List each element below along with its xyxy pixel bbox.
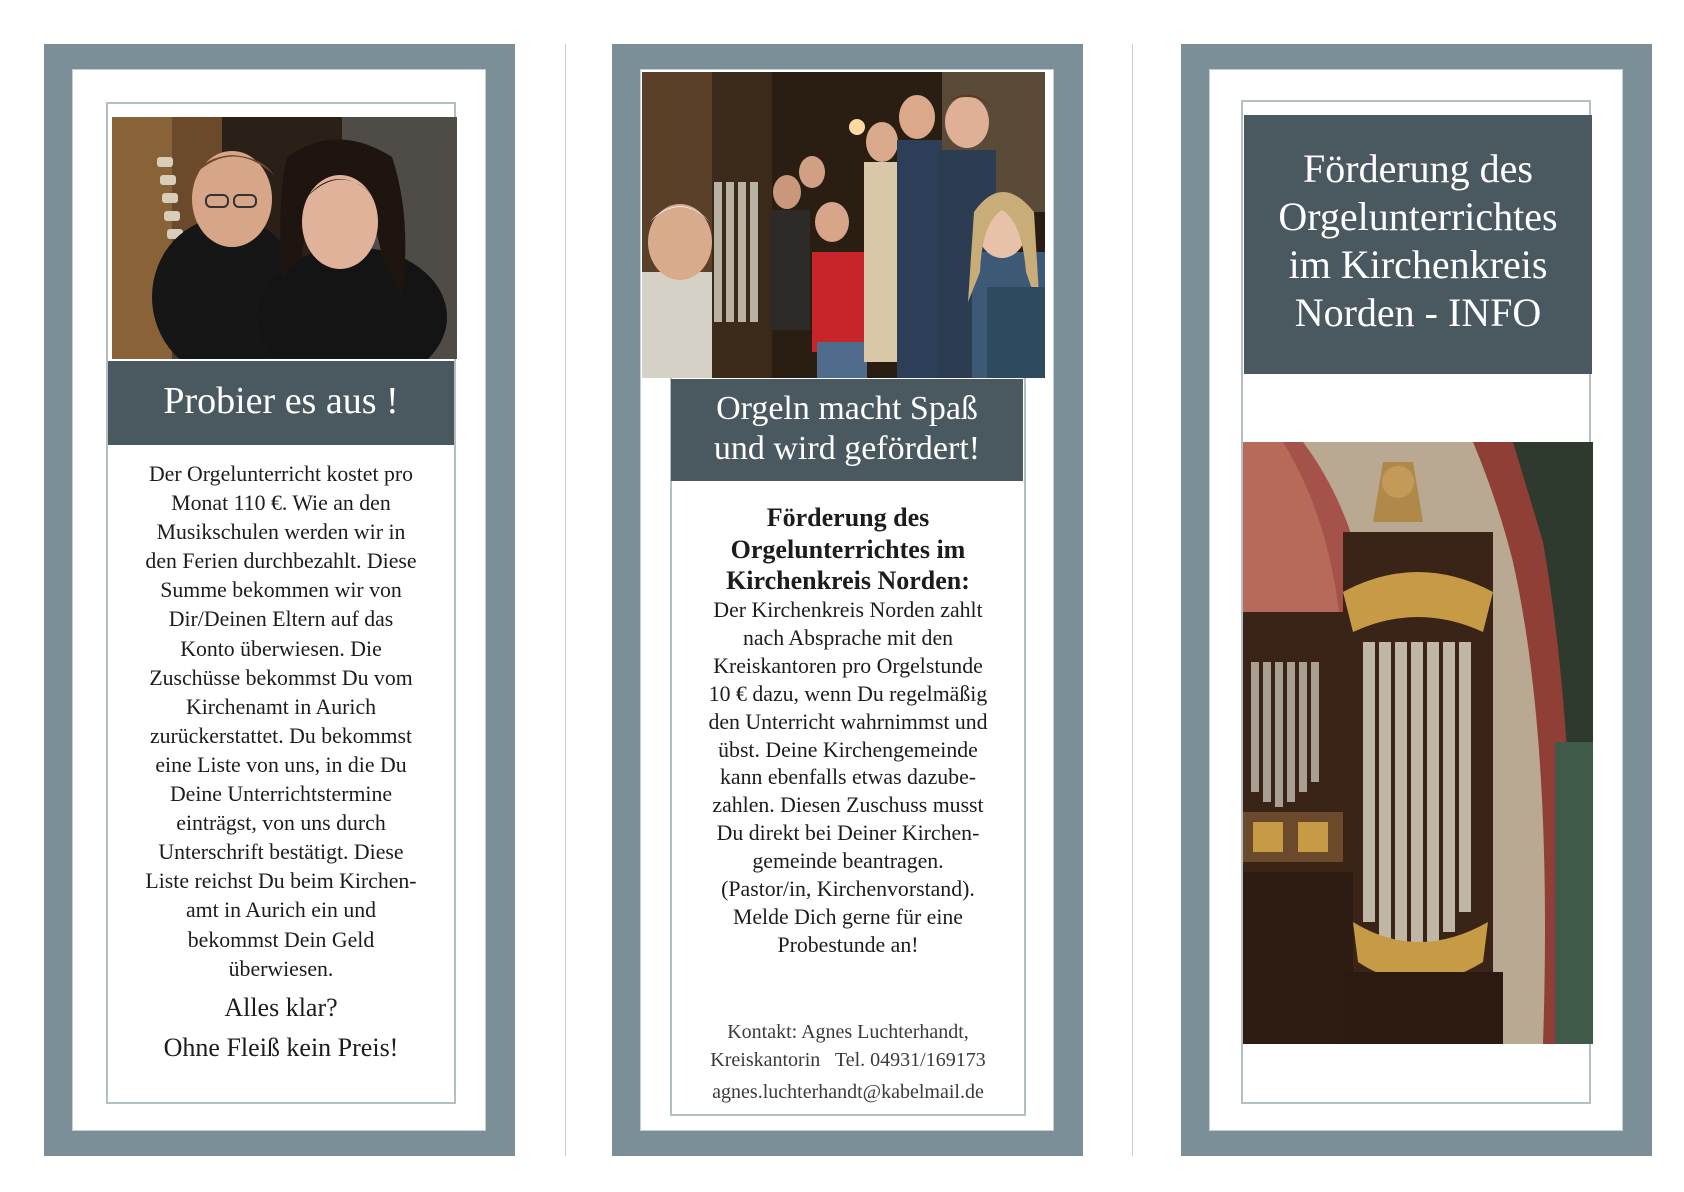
left-body-line: bekommst Dein Geld	[187, 927, 375, 952]
right-title-line: Förderung des	[1303, 146, 1533, 191]
contact-name: Kontakt: Agnes Luchterhandt,	[727, 1021, 969, 1043]
middle-body-line: übst. Deine Kirchengemeinde	[718, 737, 978, 762]
right-card	[1210, 70, 1622, 1130]
left-body-line: Zuschüsse bekommst Du vom	[149, 665, 413, 690]
middle-banner-line-2: und wird gefördert!	[713, 430, 981, 467]
middle-banner	[671, 379, 1023, 481]
left-body-line: Deine Unterrichtstermine	[169, 782, 393, 807]
left-closing-motto: Ohne Fleiß kein Preis!	[163, 1032, 399, 1062]
left-body-line: Unterschrift bestätigt. Diese	[158, 840, 404, 865]
left-card	[73, 70, 485, 1130]
left-body-line: Konto überwiesen. Die	[180, 636, 382, 661]
left-banner-title: Probier es aus !	[163, 380, 399, 422]
middle-body-line: Kreiskantoren pro Orgelstunde	[713, 653, 983, 678]
group-image	[642, 72, 1045, 378]
contact-email-link[interactable]: agnes.luchterhandt@kabelmail.de	[712, 1081, 984, 1103]
middle-body-line: kann ebenfalls etwas dazube-	[720, 765, 976, 790]
left-body-line: eine Liste von uns, in die Du	[155, 752, 407, 777]
church-organ-photo	[1243, 442, 1593, 1044]
left-inner-frame	[106, 102, 456, 1104]
left-body-line: einträgst, von uns durch	[176, 811, 386, 836]
middle-card	[641, 70, 1053, 1130]
left-body-line: Monat 110 €. Wie an den	[171, 491, 391, 516]
left-body-line: Summe bekommen wir von	[160, 578, 402, 603]
middle-panel	[612, 44, 1083, 1156]
middle-heading-line: Orgelunterrichtes im	[730, 534, 966, 564]
middle-body-line: (Pastor/in, Kirchenvorstand).	[721, 877, 975, 902]
left-body-line: Kirchenamt in Aurich	[185, 694, 377, 719]
middle-banner-line-1: Orgeln macht Spaß	[716, 390, 978, 427]
middle-body-line: Melde Dich gerne für eine	[733, 904, 963, 929]
church-organ-image	[1243, 442, 1593, 1044]
left-body-text	[106, 460, 456, 1068]
left-body-line: den Ferien durchbezahlt. Diese	[145, 549, 417, 574]
right-panel	[1181, 44, 1652, 1156]
middle-body-line: zahlen. Diesen Zuschuss musst	[712, 793, 984, 818]
organist-duo-image	[112, 117, 457, 359]
middle-contact	[672, 1018, 1024, 1106]
left-body-line: Dir/Deinen Eltern auf das	[168, 607, 394, 632]
middle-body-line: nach Absprache mit den	[742, 625, 954, 650]
middle-body-line: Du direkt bei Deiner Kirchen-	[716, 821, 980, 846]
middle-body-text	[672, 597, 1024, 960]
middle-inner-frame	[670, 378, 1026, 1116]
right-title-line: Norden - INFO	[1294, 290, 1542, 335]
fold-line-left	[565, 44, 566, 1156]
middle-body-line: den Unterricht wahrnimmst und	[708, 709, 988, 734]
right-title-line: im Kirchenkreis	[1288, 242, 1548, 287]
middle-body-line: gemeinde beantragen.	[752, 849, 944, 874]
middle-body-line: 10 € dazu, wenn Du regelmäßig	[708, 681, 988, 706]
right-inner-frame	[1241, 100, 1591, 1104]
left-body-line: Liste reichst Du beim Kirchen-	[145, 869, 417, 894]
right-title-banner	[1244, 115, 1592, 374]
middle-body-line: Probestunde an!	[777, 932, 919, 957]
left-body-line: überwiesen.	[228, 956, 334, 981]
left-body-line: Der Orgelunterricht kostet pro	[148, 462, 414, 486]
fold-line-right	[1132, 44, 1133, 1156]
left-body-line: Musikschulen werden wir in	[156, 520, 406, 545]
middle-heading-line: Förderung des	[766, 503, 930, 532]
group-photo	[642, 72, 1045, 378]
contact-phone: Kreiskantorin Tel. 04931/169173	[710, 1049, 986, 1071]
middle-heading-line: Kirchenkreis Norden:	[726, 566, 970, 595]
left-panel	[44, 44, 515, 1156]
middle-body-line: Der Kirchenkreis Norden zahlt	[713, 598, 983, 622]
right-title-line: Orgelunterrichtes	[1278, 194, 1558, 239]
organist-duo-photo	[112, 117, 457, 359]
left-body-line: amt in Aurich ein und	[185, 898, 377, 923]
left-body-line: zurückerstattet. Du bekommst	[149, 723, 413, 748]
middle-heading	[672, 502, 1024, 597]
left-closing-question: Alles klar?	[224, 992, 338, 1022]
left-banner	[108, 361, 454, 445]
